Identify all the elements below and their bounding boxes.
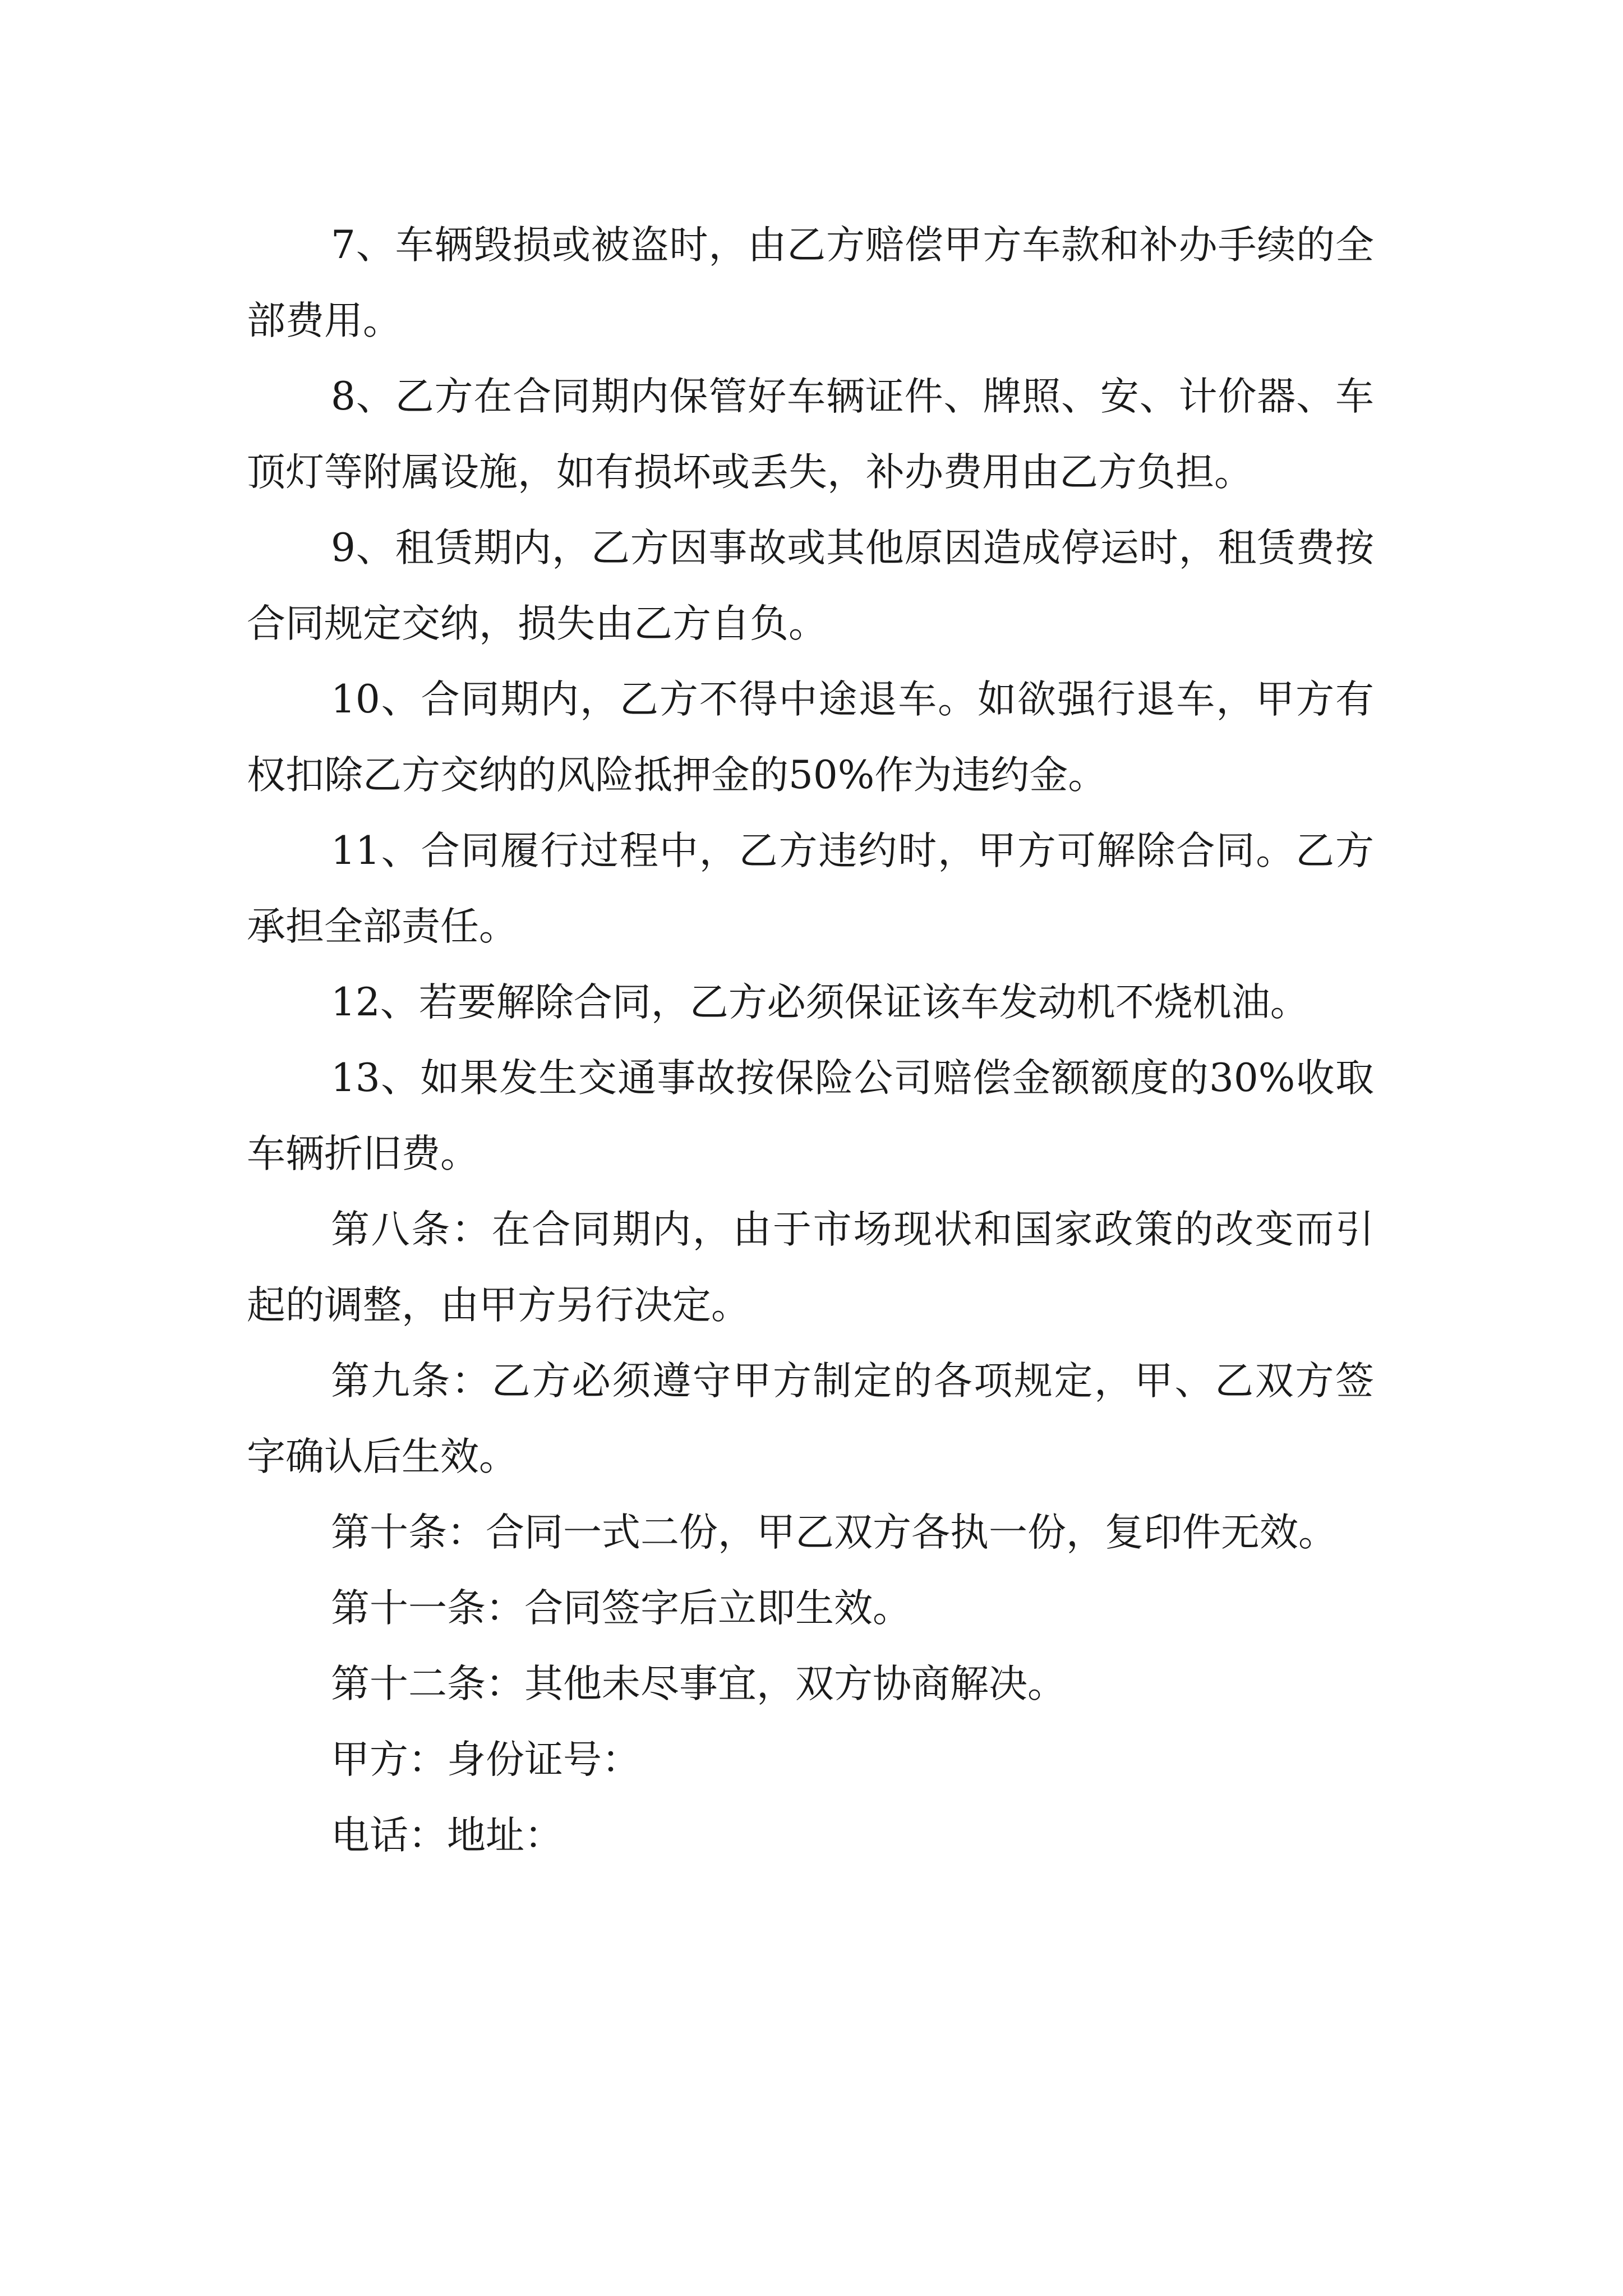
- document-body: [247, 208, 1374, 1874]
- party-a-id-line: 甲方：身份证号：: [331, 1737, 640, 1782]
- clause-9: 9、租赁期内，乙方因事故或其他原因造成停运时，租赁费按合同规定交纳，损失由乙方自负。: [247, 526, 1374, 646]
- clause-10: 10、合同期内，乙方不得中途退车。如欲强行退车，甲方有权扣除乙方交纳的风险抵押金的50%作为违约金。: [247, 677, 1374, 798]
- clause-11: 11、合同履行过程中，乙方违约时，甲方可解除合同。乙方承担全部责任。: [247, 829, 1374, 949]
- article-11: 第十一条：合同签字后立即生效。: [331, 1586, 911, 1631]
- article-9: 第九条：乙方必须遵守甲方制定的各项规定，甲、乙双方签字确认后生效。: [247, 1359, 1374, 1479]
- article-8: 第八条：在合同期内，由于市场现状和国家政策的改变而引起的调整，由甲方另行决定。: [247, 1207, 1374, 1328]
- clause-12: 12、若要解除合同，乙方必须保证该车发动机不烧机油。: [331, 980, 1309, 1025]
- clause-7: 7、车辆毁损或被盗时，由乙方赔偿甲方车款和补办手续的全部费用。: [247, 223, 1374, 343]
- clause-13: 13、如果发生交通事故按保险公司赔偿金额额度的30%收取车辆折旧费。: [247, 1056, 1374, 1176]
- clause-8: 8、乙方在合同期内保管好车辆证件、牌照、安、计价器、车顶灯等附属设施，如有损坏或丢失，补办费用由乙方负担。: [247, 374, 1374, 495]
- article-10: 第十条：合同一式二份，甲乙双方各执一份，复印件无效。: [331, 1510, 1337, 1555]
- phone-address-line: 电话：地址：: [331, 1813, 563, 1858]
- article-12: 第十二条：其他未尽事宜，双方协商解决。: [331, 1662, 1066, 1706]
